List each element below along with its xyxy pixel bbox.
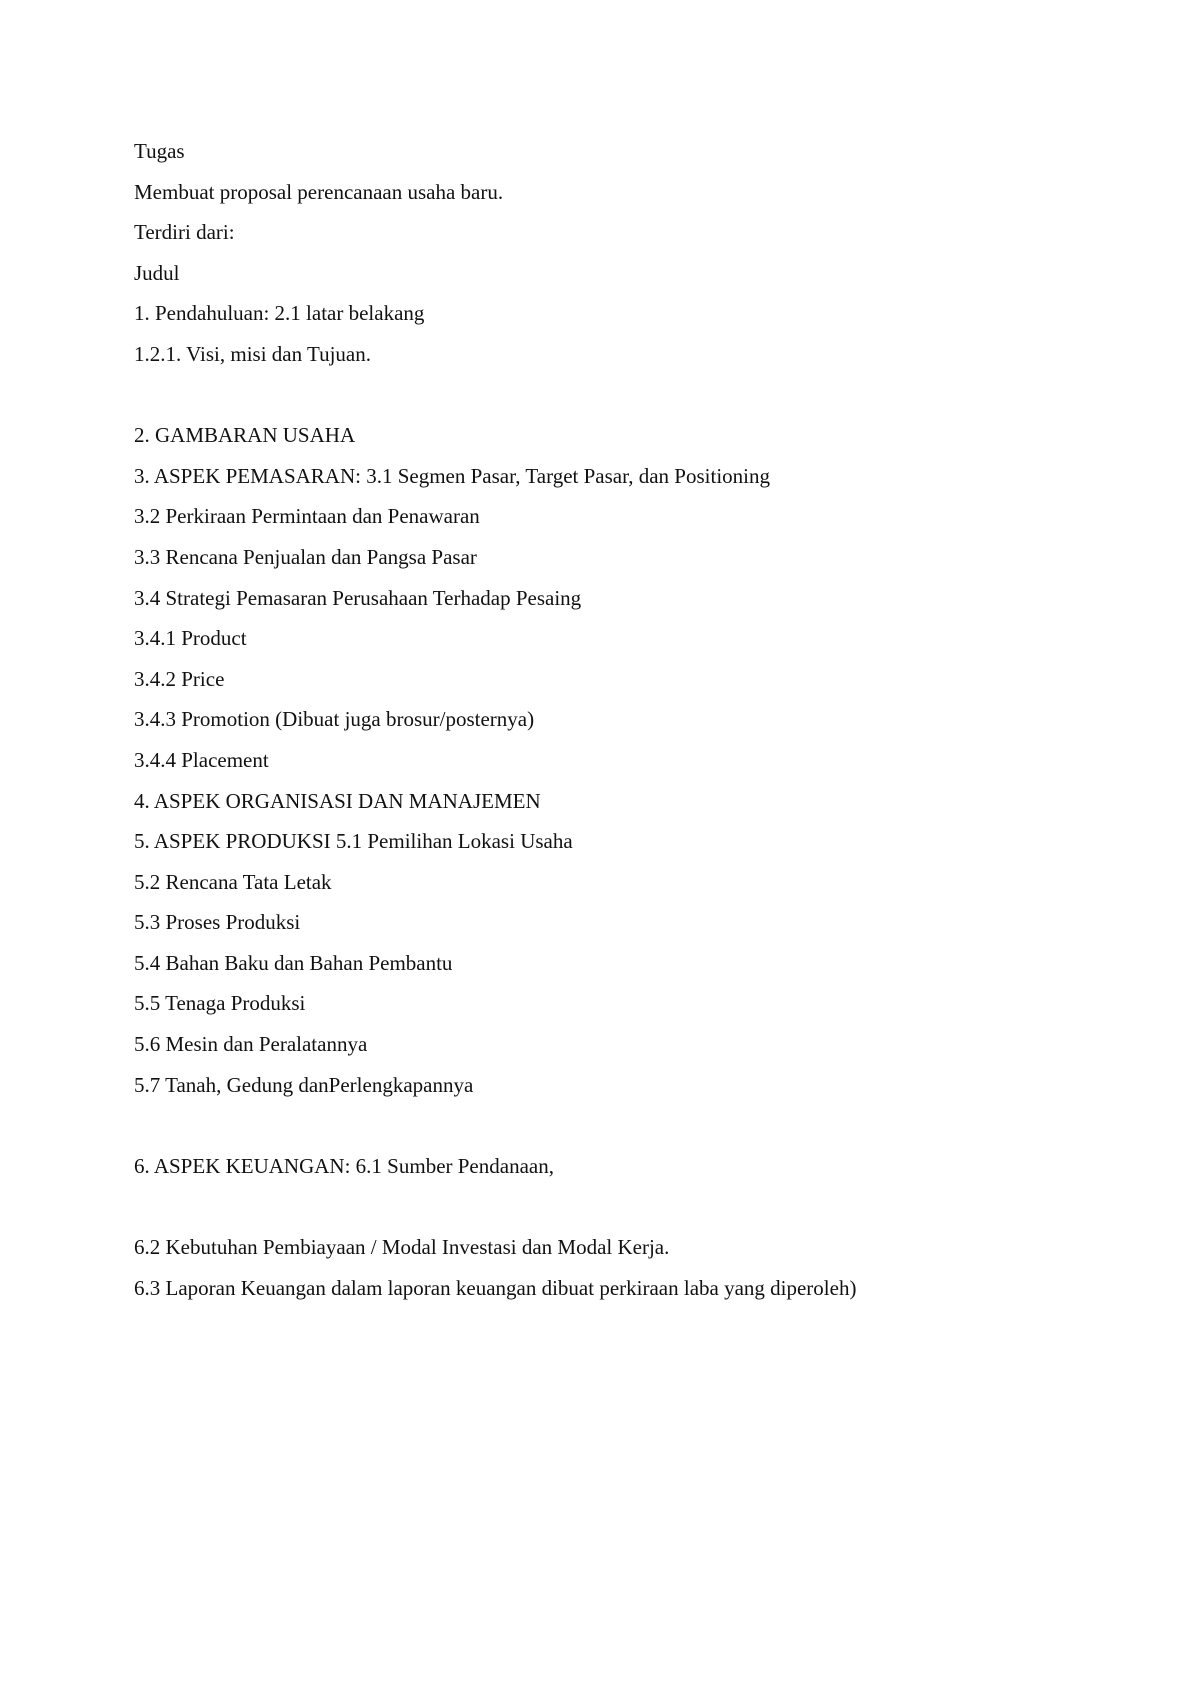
doc-item-3-4: 3.4 Strategi Pemasaran Perusahaan Terhadap Pesaing: [134, 585, 582, 610]
doc-item-aspek-keuangan: 6. ASPEK KEUANGAN: 6.1 Sumber Pendanaan,: [134, 1153, 554, 1178]
doc-item-6-2: 6.2 Kebutuhan Pembiayaan / Modal Investasi dan Modal Kerja.: [134, 1235, 670, 1260]
doc-item-pendahuluan: 1. Pendahuluan: 2.1 latar belakang: [134, 301, 425, 326]
doc-consists-of-label: Terdiri dari:: [134, 220, 235, 245]
doc-item-3-2: 3.2 Perkiraan Permintaan dan Penawaran: [134, 504, 480, 529]
doc-item-aspek-organisasi: 4. ASPEK ORGANISASI DAN MANAJEMEN: [134, 788, 541, 813]
doc-item-5-7: 5.7 Tanah, Gedung danPerlengkapannya: [134, 1072, 474, 1097]
doc-item-6-3: 6.3 Laporan Keuangan dalam laporan keuangan dibuat perkiraan laba yang diperoleh): [134, 1275, 857, 1300]
doc-item-5-5: 5.5 Tenaga Produksi: [134, 991, 306, 1016]
blank-line: [134, 1186, 894, 1227]
doc-item-aspek-produksi: 5. ASPEK PRODUKSI 5.1 Pemilihan Lokasi Usaha: [134, 829, 573, 854]
doc-item-5-3: 5.3 Proses Produksi: [134, 910, 301, 935]
doc-item-gambaran-usaha: 2. GAMBARAN USAHA: [134, 423, 356, 448]
doc-task-description: Membuat proposal perencanaan usaha baru.: [134, 179, 504, 204]
doc-item-5-6: 5.6 Mesin dan Peralatannya: [134, 1032, 368, 1057]
doc-item-aspek-pemasaran: 3. ASPEK PEMASARAN: 3.1 Segmen Pasar, Target Pasar, dan Positioning: [134, 463, 770, 488]
doc-item-3-4-2: 3.4.2 Price: [134, 666, 225, 691]
doc-item-judul: Judul: [134, 260, 180, 285]
doc-item-visi-misi: 1.2.1. Visi, misi dan Tujuan.: [134, 341, 371, 366]
blank-line: [134, 1105, 894, 1146]
doc-item-3-3: 3.3 Rencana Penjualan dan Pangsa Pasar: [134, 544, 477, 569]
doc-item-3-4-3: 3.4.3 Promotion (Dibuat juga brosur/posternya): [134, 707, 535, 732]
blank-line: [134, 375, 894, 416]
doc-item-5-2: 5.2 Rencana Tata Letak: [134, 869, 332, 894]
doc-item-3-4-4: 3.4.4 Placement: [134, 747, 269, 772]
doc-item-5-4: 5.4 Bahan Baku dan Bahan Pembantu: [134, 950, 453, 975]
doc-heading-tugas: Tugas: [134, 139, 185, 163]
doc-item-3-4-1: 3.4.1 Product: [134, 626, 247, 651]
document-body: [134, 131, 894, 1308]
